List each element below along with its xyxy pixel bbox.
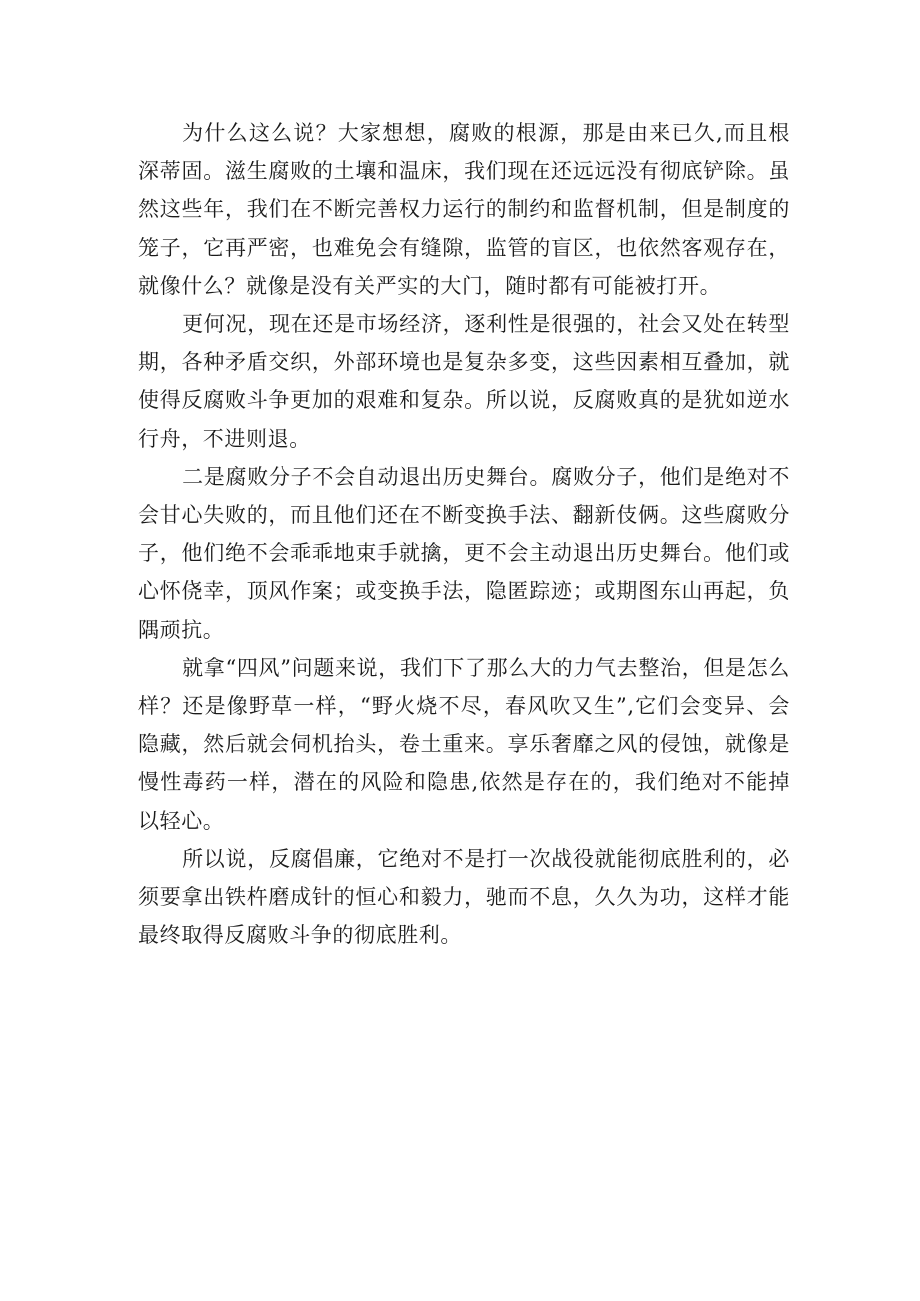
paragraph-3: 二是腐败分子不会自动退出历史舞台。腐败分子，他们是绝对不会甘心失败的，而且他们还在不断变换手法、翻新伎俩。这些腐败分子，他们绝不会乖乖地束手就擒，更不会主动退出历史舞台。他们或心怀侥幸，顶风作案；或变换手法，隐匿踪迹；或期图东山再起，负隅顽抗。 (138, 464, 790, 642)
paragraph-5: 所以说，反腐倡廉，它绝对不是打一次战役就能彻底胜利的，必须要拿出铁杵磨成针的恒心和毅力，驰而不息，久久为功，这样才能最终取得反腐败斗争的彻底胜利。 (138, 846, 790, 948)
paragraph-1: 为什么这么说？大家想想，腐败的根源，那是由来已久,而且根深蒂固。滋生腐败的土壤和温床，我们现在还远远没有彻底铲除。虽然这些年，我们在不断完善权力运行的制约和监督机制，但是制度的笼子，它再严密，也难免会有缝隙，监管的盲区，也依然客观存在，就像什么？就像是没有关严实的大门，随时都有可能被打开。 (138, 121, 790, 298)
paragraph-2: 更何况，现在还是市场经济，逐利性是很强的，社会又处在转型期，各种矛盾交织，外部环境也是复杂多变，这些因素相互叠加，就使得反腐败斗争更加的艰难和复杂。所以说，反腐败真的是犹如逆水行舟，不进则退。 (138, 312, 790, 451)
paragraph-4: 就拿“四风”问题来说，我们下了那么大的力气去整治，但是怎么样？还是像野草一样，“野火烧不尽，春风吹又生”,它们会变异、会隐藏，然后就会伺机抬头，卷土重来。享乐奢靡之风的侵蚀，就像是慢性毒药一样，潜在的风险和隐患,依然是存在的，我们绝对不能掉以轻心。 (138, 655, 790, 833)
document-body (138, 114, 790, 954)
